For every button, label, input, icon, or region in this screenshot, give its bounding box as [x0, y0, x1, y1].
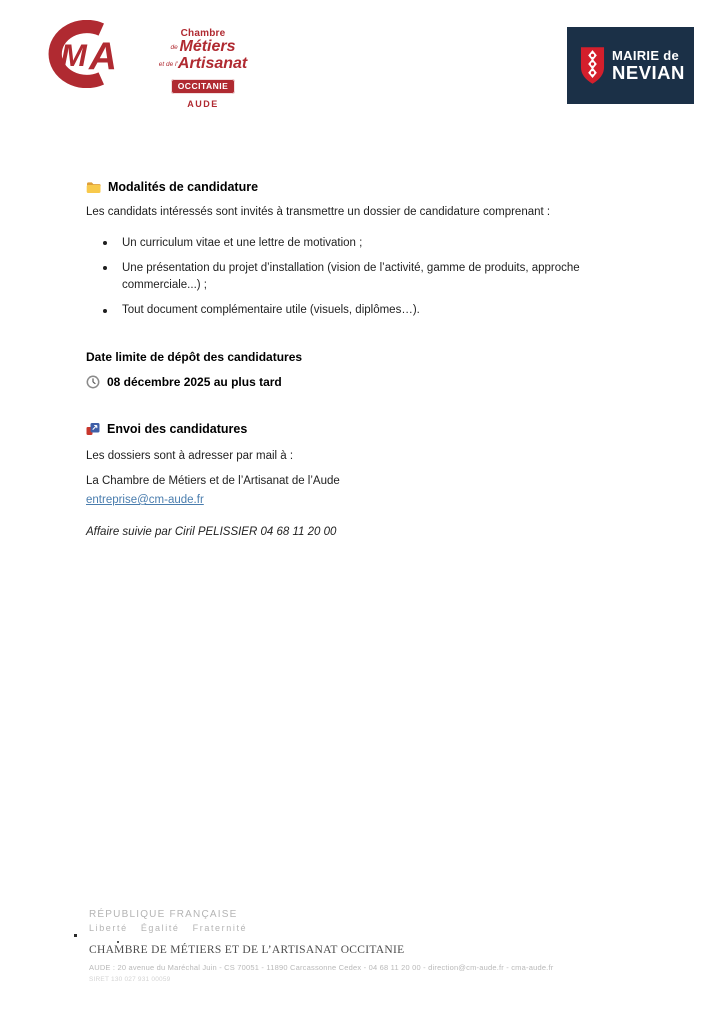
clock-icon	[86, 375, 100, 389]
devise-label: Liberté Égalité Fraternité	[89, 923, 248, 933]
nevian-name-label: NEVIAN	[612, 61, 685, 83]
cma-chambre-label: Chambre	[180, 28, 226, 39]
envoi-recipient: La Chambre de Métiers et de l’Artisanat de l’Aude	[86, 475, 340, 488]
list-item: Tout document complémentaire utile (visuels, diplômes…).	[86, 302, 640, 319]
cma-emblem-icon	[36, 20, 138, 88]
nevian-logo	[567, 27, 694, 104]
cma-metiers-line: de Métiers	[170, 38, 236, 55]
deadline-heading: Date limite de dépôt des candidatures	[86, 349, 303, 364]
republique-label: RÉPUBLIQUE FRANÇAISE	[89, 909, 238, 920]
nevian-mairie-label: MAIRIE de	[612, 47, 679, 63]
send-mail-icon	[86, 422, 100, 436]
modalites-bullet-list	[86, 235, 640, 320]
footer-address: AUDE : 20 avenue du Maréchal Juin - CS 70051 - 11890 Carcassonne Cedex - 04 68 11 20 00 - direction@cm-aude.fr - cma-aude.fr	[89, 963, 554, 972]
cma-department-label: AUDE	[187, 98, 219, 109]
cma-logo	[36, 14, 258, 109]
cma-artisanat-line: et de l’Artisanat	[158, 54, 248, 72]
chambre-occitanie-label: CHAMBRE DE MÉTIERS ET DE L’ARTISANAT OCCITANIE	[89, 944, 405, 956]
nevian-shield-icon	[580, 46, 605, 85]
cma-letter-m: M	[60, 37, 87, 74]
list-item: Une présentation du projet d’installation (vision de l’activité, gamme de produits, approche commerciale...) ;	[86, 260, 640, 295]
modalites-heading: Modalités de candidature	[108, 180, 259, 194]
modalites-intro: Les candidats intéressés sont invités à transmettre un dossier de candidature comprenant :	[86, 206, 551, 218]
followup-note: Affaire suivie par Ciril PELISSIER 04 68 11 20 00	[86, 526, 337, 539]
nevian-logo-text	[612, 49, 685, 83]
cma-logo-text	[148, 14, 258, 109]
document-content	[86, 180, 640, 538]
list-item: Un curriculum vitae et une lettre de motivation ;	[86, 235, 640, 252]
envoi-heading-row	[86, 422, 640, 436]
folder-icon	[86, 181, 101, 194]
footer-siret: SIRET 130 027 931 00059	[89, 976, 171, 983]
footer-mark-dot	[74, 934, 77, 937]
email-link[interactable]: entreprise@cm-aude.fr	[86, 494, 204, 507]
envoi-heading: Envoi des candidatures	[107, 421, 248, 436]
envoi-intro: Les dossiers sont à adresser par mail à :	[86, 449, 294, 462]
deadline-date: 08 décembre 2025 au plus tard	[107, 374, 282, 389]
cma-letter-a: A	[89, 35, 118, 79]
page-footer	[89, 909, 553, 983]
cma-occitanie-badge: OCCITANIE	[171, 79, 236, 94]
modalites-heading-row	[86, 180, 640, 194]
deadline-date-row	[86, 375, 640, 389]
